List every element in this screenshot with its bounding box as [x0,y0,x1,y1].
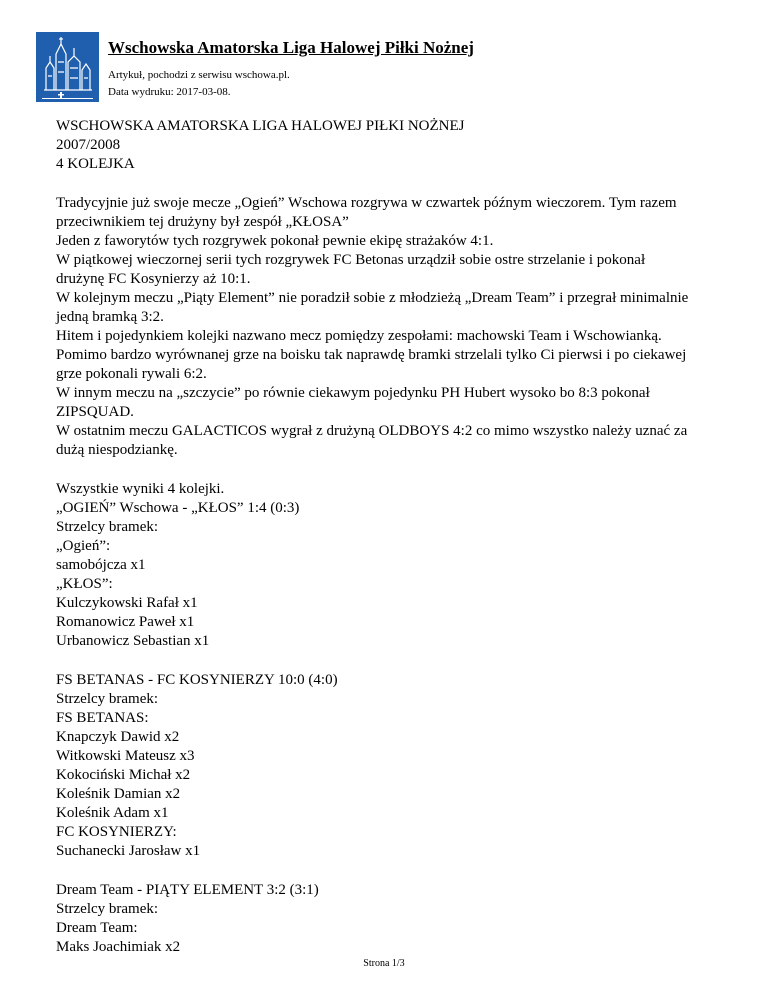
match-result-dreamteam-piaty-element [56,881,726,957]
text-line: Jeden z faworytów tych rozgrywek pokonał pewnie ekipę strażaków 4:1. [56,233,494,249]
text-line: W kolejnym meczu „Piąty Element” nie poradził sobie z młodzieżą „Dream Team” i przegrał minimalnie [56,290,689,306]
scorer: Witkowski Mateusz x3 [56,748,195,764]
match-score: „OGIEŃ” Wschowa - „KŁOS” 1:4 (0:3) [56,500,300,516]
text-line: Tradycyjnie już swoje mecze „Ogień” Wschowa rozgrywa w czwartek późnym wieczorem. Tym razem [56,195,677,211]
article-heading [56,117,726,174]
match-result-ogien-klos [56,480,726,651]
scorer: Koleśnik Adam x1 [56,805,169,821]
scorer: samobójcza x1 [56,557,146,573]
team-label: „KŁOS”: [56,576,113,592]
scorer: Koleśnik Damian x2 [56,786,181,802]
match-result-betanas-kosynierzy [56,671,726,861]
text-line: drużynę FC Kosynierzy aż 10:1. [56,271,251,287]
match-score: FS BETANAS - FC KOSYNIERZY 10:0 (4:0) [56,672,338,688]
text-line: W innym meczu na „szczycie” po równie ciekawym pojedynku PH Hubert wysoko bo 8:3 pokonał [56,385,650,401]
match-score: Dream Team - PIĄTY ELEMENT 3:2 (3:1) [56,882,319,898]
scorer: Romanowicz Paweł x1 [56,614,195,630]
page-number: Strona 1/3 [363,958,405,969]
text-line: grze pokonali rywali 6:2. [56,366,207,382]
text-line: Strzelcy bramek: [56,691,159,707]
scorer: Maks Joachimiak x2 [56,939,181,955]
scorer: Knapczyk Dawid x2 [56,729,180,745]
text-line: ZIPSQUAD. [56,404,134,420]
scorer: Kokociński Michał x2 [56,767,191,783]
intro-paragraph [56,194,726,460]
site-title: Wschowska Amatorska Liga Halowej Piłki Nożnej [108,38,474,57]
text-line: Strzelcy bramek: [56,901,159,917]
text-line: W ostatnim meczu GALACTICOS wygrał z drużyną OLDBOYS 4:2 co mimo wszystko należy uznać za [56,423,688,439]
team-label: „Ogień”: [56,538,111,554]
text-line: dużą niespodziankę. [56,442,178,458]
heading-line: 4 KOLEJKA [56,156,135,172]
heading-line: 2007/2008 [56,137,121,153]
heading-line: WSCHOWSKA AMATORSKA LIGA HALOWEJ PIŁKI NOŻNEJ [56,118,465,134]
text-line: Pomimo bardzo wyrównanej grze na boisku tak naprawdę bramki strzelali tylko Ci pierwsi i po ciekawej [56,347,687,363]
town-church-logo-icon [36,32,99,102]
source-note: Artykuł, pochodzi z serwisu wschowa.pl. [108,69,290,81]
scorer: Urbanowicz Sebastian x1 [56,633,210,649]
team-label: Dream Team: [56,920,138,936]
text-line: Strzelcy bramek: [56,519,159,535]
scorer: Kulczykowski Rafał x1 [56,595,198,611]
text-line: W piątkowej wieczornej serii tych rozgrywek FC Betonas urządził sobie ostre strzelanie i pokonał [56,252,646,268]
print-date: Data wydruku: 2017-03-08. [108,86,231,98]
scorer: Suchanecki Jarosław x1 [56,843,201,859]
team-label: FS BETANAS: [56,710,149,726]
text-line: jedną bramką 3:2. [56,309,164,325]
text-line: Wszystkie wyniki 4 kolejki. [56,481,225,497]
team-label: FC KOSYNIERZY: [56,824,177,840]
text-line: Hitem i pojedynkiem kolejki nazwano mecz pomiędzy zespołami: machowski Team i Wschowianką. [56,328,662,344]
text-line: przeciwnikiem tej drużyny był zespół „KŁOSA” [56,214,349,230]
article-body [56,117,726,957]
